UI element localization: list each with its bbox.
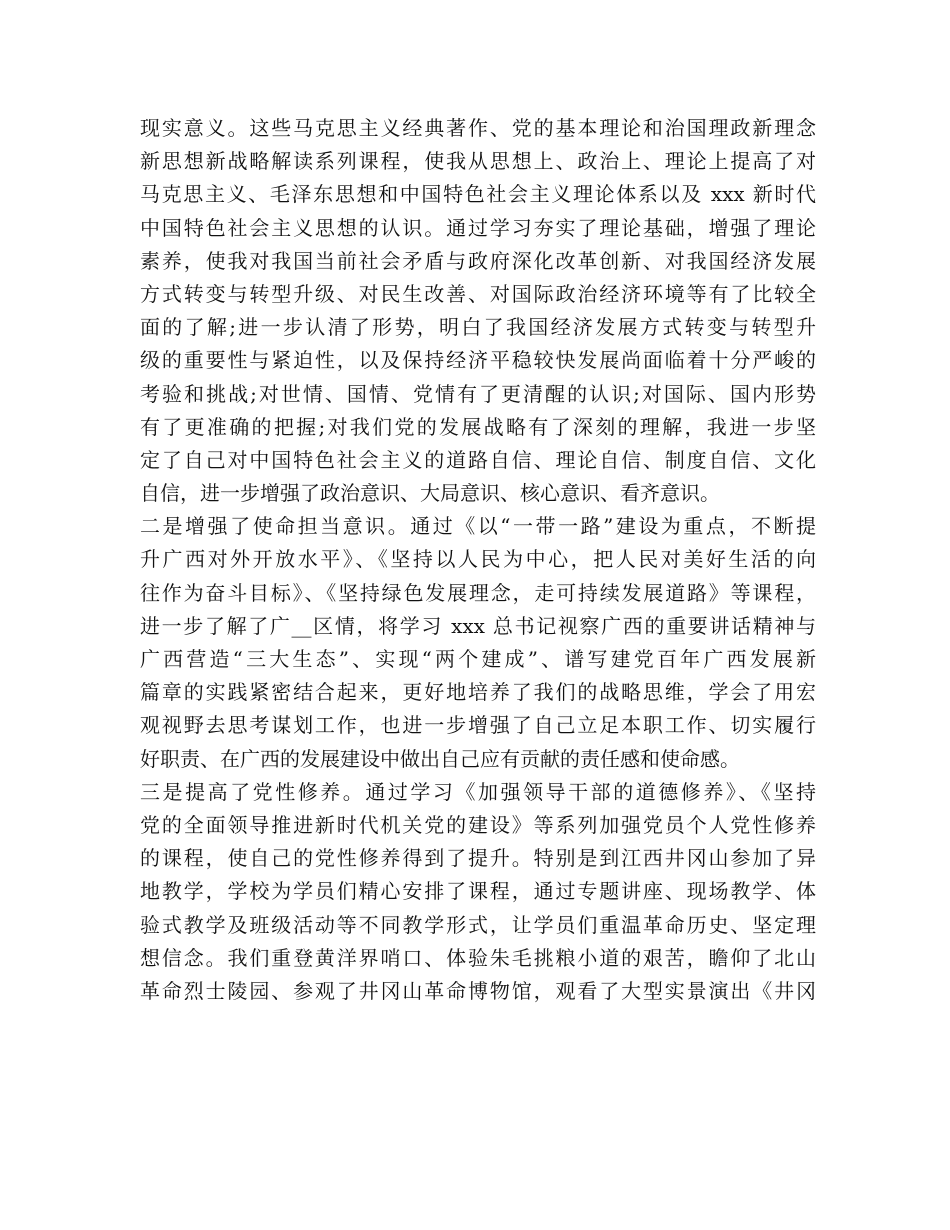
- text-line: 马克思主义、毛泽东思想和中国特色社会主义理论体系以及 xxx 新时代: [140, 182, 816, 207]
- text-line: 进一步了解了广__区情，将学习 xxx 总书记视察广西的重要讲话精神与: [140, 613, 816, 638]
- text-line: 观视野去思考谋划工作，也进一步增强了自己立足本职工作、切实履行: [140, 713, 816, 738]
- text-line: 验式教学及班级活动等不同教学形式，让学员们重温革命历史、坚定理: [140, 912, 816, 937]
- text-line: 往作为奋斗目标》、《坚持绿色发展理念，走可持续发展道路》等课程，: [140, 580, 816, 605]
- paragraph-start-line: 三是提高了党性修养。通过学习《加强领导干部的道德修养》、《坚持: [140, 779, 816, 804]
- text-line: 现实意义。这些马克思主义经典著作、党的基本理论和治国理政新理念: [140, 116, 816, 140]
- text-line: 广西营造“三大生态”、实现“两个建成”、谱写建党百年广西发展新: [140, 647, 816, 671]
- text-line: 中国特色社会主义思想的认识。通过学习夯实了理论基础，增强了理论: [140, 215, 816, 240]
- text-line: 地教学，学校为学员们精心安排了课程，通过专题讲座、现场教学、体: [140, 879, 816, 904]
- paragraph-start-line: 二是增强了使命担当意识。通过《以“一带一路”建设为重点，不断提: [140, 514, 816, 539]
- text-line: 党的全面领导推进新时代机关党的建设》等系列加强党员个人党性修养: [140, 812, 816, 837]
- text-line: 想信念。我们重登黄洋界哨口、体验朱毛挑粮小道的艰苦，瞻仰了北山: [140, 945, 816, 970]
- text-line: 面的了解;进一步认清了形势，明白了我国经济发展方式转变与转型升: [140, 315, 816, 340]
- text-line: 篇章的实践紧密结合起来，更好地培养了我们的战略思维，学会了用宏: [140, 680, 816, 705]
- text-line: 有了更准确的把握;对我们党的发展战略有了深刻的理解，我进一步坚: [140, 414, 816, 439]
- text-line: 新思想新战略解读系列课程，使我从思想上、政治上、理论上提高了对: [140, 149, 816, 174]
- text-line: 定了自己对中国特色社会主义的道路自信、理论自信、制度自信、文化: [140, 447, 816, 472]
- text-line: 革命烈士陵园、参观了井冈山革命博物馆，观看了大型实景演出《井冈: [140, 978, 816, 1003]
- paragraph-end-line: 自信，进一步增强了政治意识、大局意识、核心意识、看齐意识。: [140, 481, 720, 506]
- text-line: 的课程，使自己的党性修养得到了提升。特别是到江西井冈山参加了异: [140, 846, 816, 871]
- paragraph-end-line: 好职责、在广西的发展建设中做出自己应有贡献的责任感和使命感。: [140, 746, 740, 771]
- text-line: 素养，使我对我国当前社会矛盾与政府深化改革创新、对我国经济发展: [140, 248, 816, 273]
- text-line: 考验和挑战;对世情、国情、党情有了更清醒的认识;对国际、国内形势: [140, 381, 816, 406]
- text-line: 级的重要性与紧迫性，以及保持经济平稳较快发展尚面临着十分严峻的: [140, 348, 816, 373]
- body-text: [140, 112, 816, 1008]
- text-line: 方式转变与转型升级、对民生改善、对国际政治经济环境等有了比较全: [140, 281, 816, 306]
- text-line: 升广西对外开放水平》、《坚持以人民为中心，把人民对美好生活的向: [140, 547, 816, 572]
